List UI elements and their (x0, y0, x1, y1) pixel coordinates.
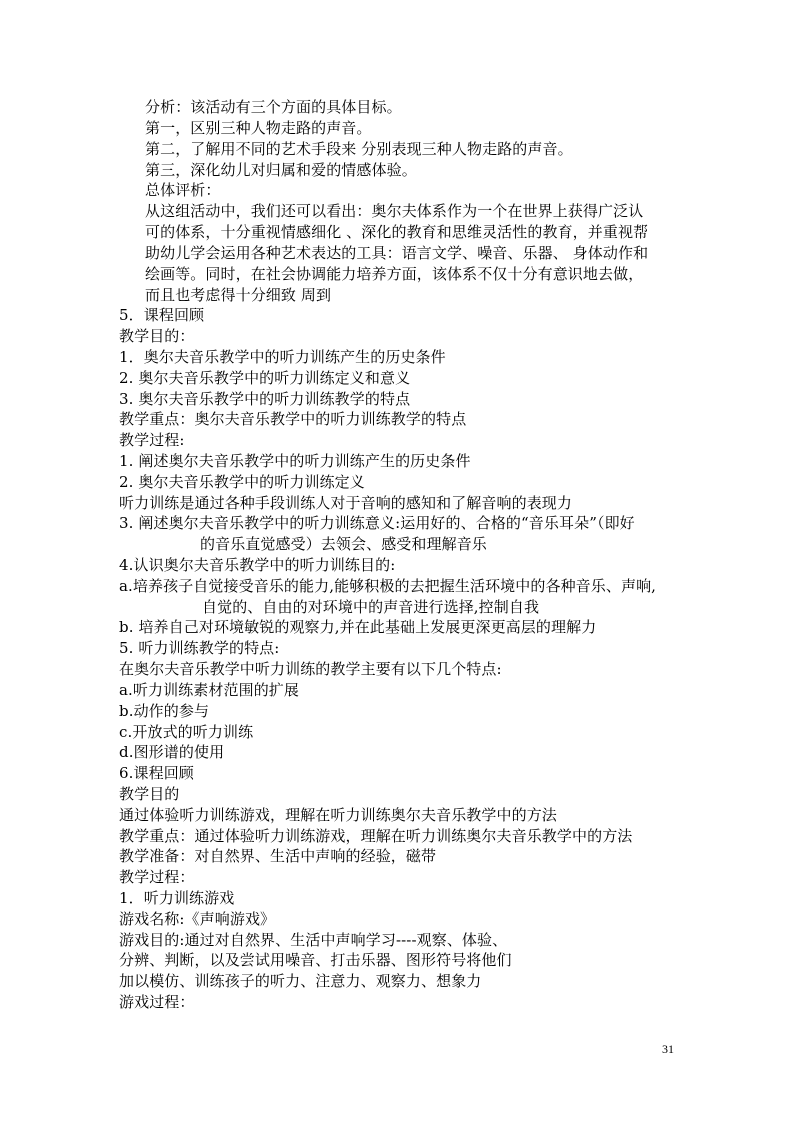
text-line: 5. 听力训练教学的特点: (119, 639, 280, 657)
text-line: 听力训练是通过各种手段训练人对于音响的感知和了解音响的表现力 (119, 494, 573, 512)
text-line: d.图形谱的使用 (119, 743, 225, 761)
text-line: 而且也考虑得十分细致 周到 (145, 286, 332, 304)
text-line: a.听力训练素材范围的扩展 (119, 681, 300, 699)
text-line: 自觉的、自由的对环境中的声音进行选择,控制自我 (202, 598, 540, 616)
text-line: b. 培养自己对环境敏锐的观察力,并在此基础上发展更深更高层的理解力 (119, 618, 597, 636)
text-line: 3. 奥尔夫音乐教学中的听力训练教学的特点 (119, 390, 411, 408)
text-line: 绘画等。同时，在社会协调能力培养方面，该体系不仅十分有意识地去做， (145, 265, 644, 283)
text-line: 教学过程： (119, 868, 195, 886)
text-line: 可的体系，十分重视情感细化 、深化的教育和思维灵活性的教育，并重视帮 (145, 223, 649, 241)
text-line: 加以模仿、训练孩子的听力、注意力、观察力、想象力 (119, 972, 482, 990)
text-line: 第三，深化幼儿对归属和爱的情感体验。 (145, 161, 417, 179)
text-line: 1．奥尔夫音乐教学中的听力训练产生的历史条件 (119, 348, 446, 366)
text-line: 总体评析： (145, 181, 221, 199)
text-line: a.培养孩子自觉接受音乐的能力,能够积极的去把握生活环境中的各种音乐、声响, (119, 577, 657, 595)
text-line: 助幼儿学会运用各种艺术表达的工具：语言文学、噪音、乐器、 身体动作和 (145, 244, 649, 262)
text-line: c.开放式的听力训练 (119, 723, 254, 741)
text-line: 通过体验听力训练游戏，理解在听力训练奥尔夫音乐教学中的方法 (119, 806, 557, 824)
text-line: 教学准备：对自然界、生活中声响的经验，磁带 (119, 847, 437, 865)
text-line: 1. 阐述奥尔夫音乐教学中的听力训练产生的历史条件 (119, 452, 471, 470)
text-line: 游戏目的:通过对自然界、生活中声响学习----观察、体验、 (119, 931, 508, 949)
text-line: 教学目的： (119, 327, 195, 345)
text-line: 分辨、判断，以及尝试用噪音、打击乐器、图形符号将他们 (119, 951, 512, 969)
text-line: 第一，区别三种人物走路的声音。 (145, 119, 372, 137)
text-line: 5．课程回顾 (119, 306, 205, 324)
text-line: 2. 奥尔夫音乐教学中的听力训练定义 (119, 473, 365, 491)
text-line: b.动作的参与 (119, 702, 210, 720)
text-line: 游戏过程： (119, 993, 195, 1011)
text-line: 4.认识奥尔夫音乐教学中的听力训练目的: (119, 556, 396, 574)
text-line: 分析：该活动有三个方面的具体目标。 (145, 98, 402, 116)
text-line: 1．听力训练游戏 (119, 889, 235, 907)
text-line: 从这组活动中，我们还可以看出：奥尔夫体系作为一个在世界上获得广泛认 (145, 202, 644, 220)
text-line: 教学目的 (119, 785, 180, 803)
text-line: 第二，了解用不同的艺术手段来 分别表现三种人物走路的声音。 (145, 140, 573, 158)
text-line: 的音乐直觉感受）去领会、感受和理解音乐 (200, 535, 487, 553)
text-line: 教学重点：奥尔夫音乐教学中的听力训练教学的特点 (119, 410, 467, 428)
text-line: 游戏名称:《声响游戏》 (119, 910, 276, 928)
text-line: 2. 奥尔夫音乐教学中的听力训练定义和意义 (119, 369, 411, 387)
page-number: 31 (662, 1042, 674, 1056)
text-line: 教学重点：通过体验听力训练游戏，理解在听力训练奥尔夫音乐教学中的方法 (119, 827, 633, 845)
text-line: 6.课程回顾 (119, 764, 194, 782)
text-line: 教学过程: (119, 431, 185, 449)
text-line: 在奥尔夫音乐教学中听力训练的教学主要有以下几个特点: (119, 660, 502, 678)
text-line: 3. 阐述奥尔夫音乐教学中的听力训练意义:运用好的、合格的“音乐耳朵”（即好 (119, 514, 635, 532)
